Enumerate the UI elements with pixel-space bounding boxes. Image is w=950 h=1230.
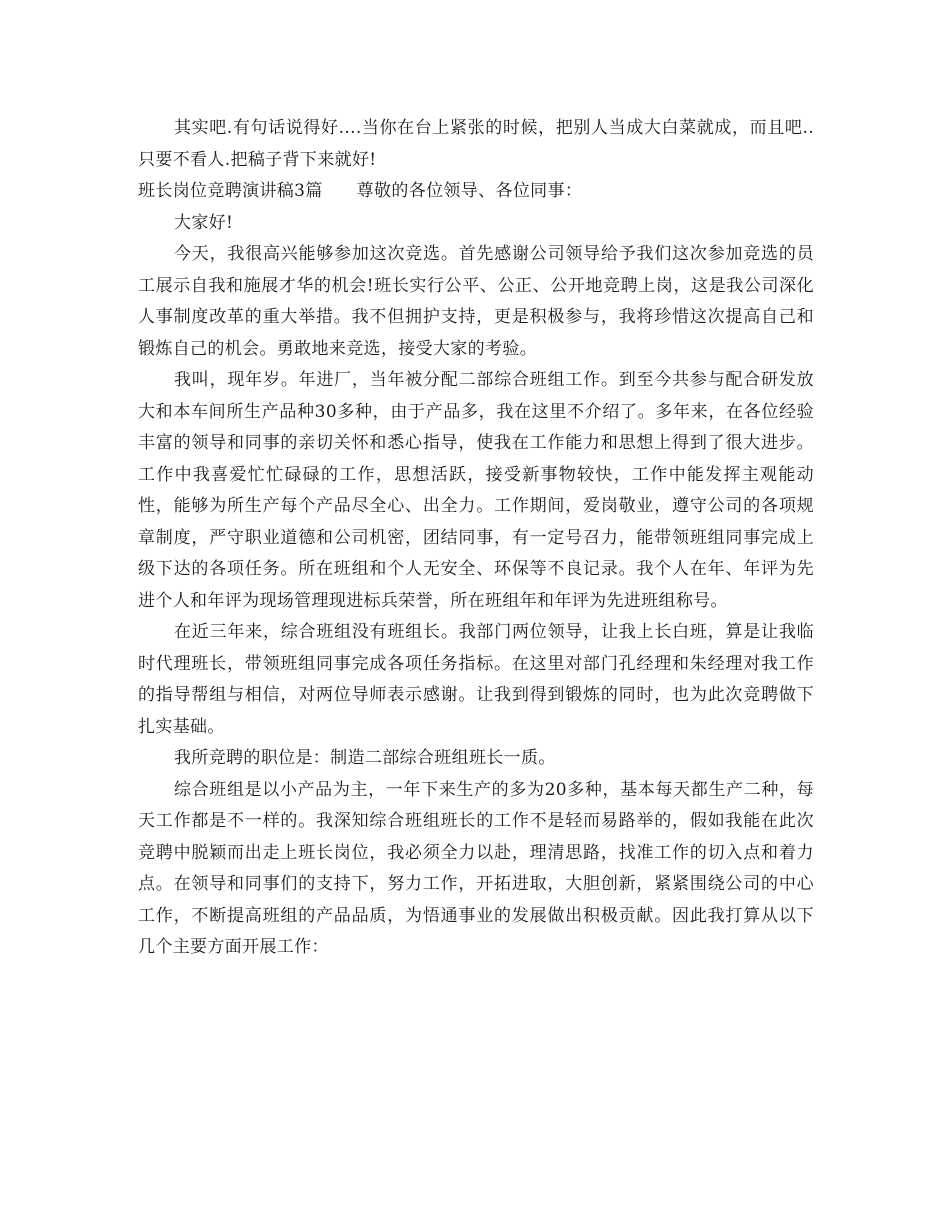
intro-paragraph: 其实吧.有句话说得好....当你在台上紧张的时候，把别人当成大白菜就成，而且吧..只要不看人.把稿子背下来就好!: [138, 118, 814, 170]
speech-salutation: 尊敬的各位领导、各位同事：: [356, 181, 583, 201]
greeting-paragraph: 大家好!: [174, 212, 234, 233]
body-paragraph-2: 我叫，现年岁。年进厂，当年被分配二部综合班组工作。到至今共参与配合研发放大和本车间所生产品种30多种，由于产品多，我在这里不介绍了。多年来，在各位经验丰富的领导和同事的亲切关怀和悉心指导，使我在工作能力和思想上得到了很大进步。工作中我喜爱忙忙碌碌的工作，思想活跃，接受新事物较快，工作中能发挥主观能动性，能够为所生产每个产品尽全心、出全力。工作期间，爱岗敬业，遵守公司的各项规章制度，严守职业道德和公司机密，团结同事，有一定号召力，能带领班组同事完成上级下达的各项任务。所在班组和个人无安全、环保等不良记录。我个人在年、年评为先进个人和年评为现场管理现进标兵荣誉，所在班组年和年评为先进班组称号。: [138, 370, 814, 611]
body-paragraph-3: 在近三年来，综合班组没有班组长。我部门两位领导，让我上长白班，算是让我临时代理班长，带领班组同事完成各项任务指标。在这里对部门孔经理和朱经理对我工作的指导帮组与相信，对两位导师表示感谢。让我到得到锻炼的同时，也为此次竞聘做下扎实基础。: [138, 622, 814, 737]
body-paragraph-5: 综合班组是以小产品为主，一年下来生产的多为20多种，基本每天都生产二种，每天工作都是不一样的。我深知综合班组班长的工作不是轻而易路举的，假如我能在此次竞聘中脱颖而出走上班长岗位，我必须全力以赴，理清思路，找准工作的切入点和着力点。在领导和同事们的支持下，努力工作，开拓进取，大胆创新，紧紧围绕公司的中心工作，不断提高班组的产品品质，为悟通事业的发展做出积极贡献。因此我打算从以下几个主要方面开展工作：: [138, 779, 814, 957]
document-body: [138, 113, 814, 964]
body-paragraph-1: 今天，我很高兴能够参加这次竞选。首先感谢公司领导给予我们这次参加竞选的员工展示自我和施展才华的机会!班长实行公平、公正、公开地竞聘上岗，这是我公司深化人事制度改革的重大举措。我不但拥护支持，更是积极参与，我将珍惜这次提高自己和锻炼自己的机会。勇敢地来竞选，接受大家的考验。: [138, 244, 814, 359]
speech-heading-line: [138, 176, 814, 208]
body-paragraph-4: 我所竞聘的职位是：制造二部综合班组班长一质。: [174, 748, 556, 768]
speech-title: 班长岗位竞聘演讲稿3篇: [138, 181, 323, 201]
